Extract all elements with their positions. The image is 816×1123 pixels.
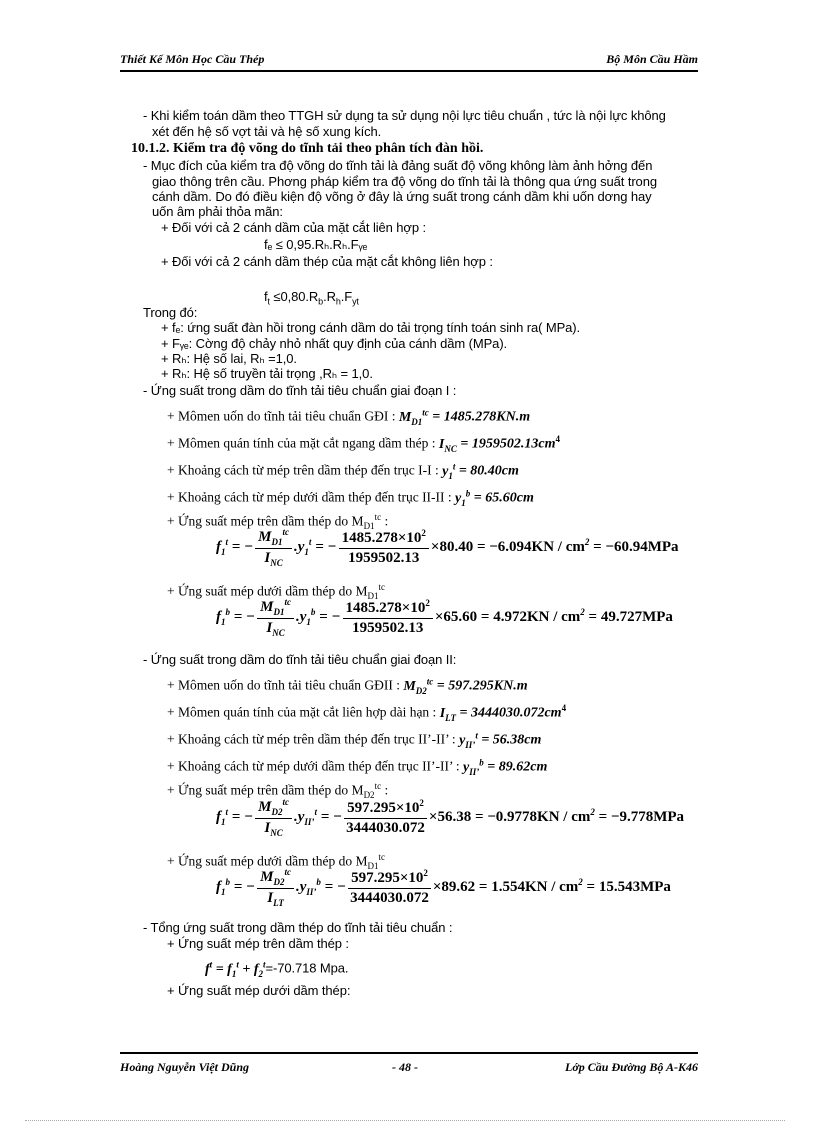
stage-2-bottom-stress-label: + Ứng suất mép dưới dầm thép do $M_{D1}^{tc}$ xyxy=(167,852,386,872)
formula-stage-2-bottom: $f_1^b$ = − $\frac{M_{D2}^{tc}}{I_{LT}}$ $.y_{II’}^b$ = − $\frac{597.295\times 10^2}{3444030.072}$ $\times 89.62 = 1.554KN / cm^2 = 15.543MPa$ xyxy=(216,867,671,908)
paragraph-2-line-1: - Mục đích của kiểm tra độ võng do tĩnh tải là đảng suất độ võng không làm ảnh hởng đến xyxy=(143,158,653,173)
header-department: Bộ Môn Cầu Hầm xyxy=(606,52,698,66)
stage-2-top-distance: + Khoảng cách từ mép trên dầm thép đến trục II’-II’ : $y_{II’}^t = 56.38cm$ xyxy=(167,730,542,750)
stage-2-moment: + Mômen uốn do tĩnh tải tiêu chuẩn GĐII : $M_{D2}^{tc} = 597.295KN.m$ xyxy=(167,676,528,696)
total-top-stress-formula: $f^t = f_1^t + f_2^t=-70.718$ Mpa. xyxy=(205,959,349,979)
where-label: Trong đó: xyxy=(143,305,198,320)
where-item-3: + Rₕ: Hệ số lai, Rₕ =1,0. xyxy=(161,351,297,366)
formula-stage-1-bottom: $f_1^b$ = − $\frac{M_{D1}^{tc}}{I_{NC}}$ $.y_1^b$ = − $\frac{1485.278\times 10^2}{1959502.13}$ $\times 65.60 = 4.972KN / cm^2 = 49.727MPa$ xyxy=(216,597,673,638)
header-course-title: Thiết Kế Môn Học Cầu Thép xyxy=(120,52,265,66)
footer-class: Lớp Cầu Đường Bộ A-K46 xyxy=(565,1060,698,1074)
page-edge-dots xyxy=(25,1120,785,1121)
paragraph-1-line-1: - Khi kiểm toán dầm theo TTGH sử dụng ta sử dụng nội lực tiêu chuẩn , tức là nội lực không xyxy=(143,108,666,123)
section-heading: 10.1.2. Kiểm tra độ võng do tĩnh tải theo phân tích đàn hồi. xyxy=(131,141,484,156)
footer-author: Hoàng Nguyễn Việt Dũng xyxy=(120,1060,250,1074)
paragraph-2-line-4: uốn âm phải thỏa mãn: xyxy=(152,204,283,219)
where-item-4: + Rₕ: Hệ số truyền tải trọng ,Rₕ = 1,0. xyxy=(161,366,373,381)
stage-2-inertia: + Mômen quán tính của mặt cắt liên hợp dài hạn : $I_{LT} = 3444030.072cm^4$ xyxy=(167,703,567,723)
stage-2-bottom-distance: + Khoảng cách từ mép dưới dầm thép đến trục II’-II’ : $y_{II’}^b = 89.62cm$ xyxy=(167,757,548,777)
condition-composite: + Đối với cả 2 cánh dầm của mặt cắt liên hợp : xyxy=(161,220,426,235)
stage-1-top-stress-label: + Ứng suất mép trên dầm thép do $M_{D1}^{tc}$ : xyxy=(167,512,389,532)
stage-1-moment: + Mômen uốn do tĩnh tải tiêu chuẩn GĐI : $M_{D1}^{tc} = 1485.278KN.m$ xyxy=(167,407,531,427)
condition-noncomposite-formula: $f_t \le 0,80.R_b.R_h.F_{yt}$ xyxy=(264,289,359,307)
paragraph-2-line-3: cánh dầm. Do đó điều kiện độ võng ở đây là ứng suất trong cánh dầm khi uốn dơng hay xyxy=(152,189,652,204)
where-item-1: + fₑ: ứng suất đàn hồi trong cánh dầm do tải trọng tính toán sinh ra( MPa). xyxy=(161,320,581,335)
condition-noncomposite: + Đối với cả 2 cánh dầm thép của mặt cắt không liên hợp : xyxy=(161,254,493,269)
paragraph-1-line-2: xét đến hệ số vợt tải và hệ số xung kích. xyxy=(152,124,382,139)
where-item-2: + Fᵧₑ: Cờng độ chảy nhỏ nhất quy định của cánh dầm (MPa). xyxy=(161,336,508,351)
stage-2-top-stress-label: + Ứng suất mép trên dầm thép do $M_{D2}^{tc}$ : xyxy=(167,781,389,801)
stage-2-heading: - Ứng suất trong dầm do tĩnh tải tiêu chuẩn giai đoạn II: xyxy=(143,652,457,667)
page-header xyxy=(120,50,698,72)
total-stress-heading: - Tổng ứng suất trong dầm thép do tĩnh tải tiêu chuẩn : xyxy=(143,920,453,935)
stage-1-bottom-distance: + Khoảng cách từ mép dưới dầm thép đến trục II-II : $y_1^b = 65.60cm$ xyxy=(167,488,534,508)
stage-1-top-distance: + Khoảng cách từ mép trên dầm thép đến trục I-I : $y_1^t = 80.40cm$ xyxy=(167,461,519,481)
total-bottom-stress-label: + Ứng suất mép dưới dầm thép: xyxy=(167,983,351,998)
footer-page-number: - 48 - xyxy=(392,1060,418,1074)
paragraph-2-line-2: giao thông trên cầu. Phơng pháp kiểm tra độ võng do tĩnh tải là thông qua ứng suất trong xyxy=(152,174,657,189)
stage-1-bottom-stress-label: + Ứng suất mép dưới dầm thép do $M_{D1}^{tc}$ xyxy=(167,582,386,602)
formula-stage-1-top: $f_1^t$ = − $\frac{M_{D1}^{tc}}{I_{NC}}$ $.y_1^t$ = − $\frac{1485.278\times 10^2}{1959502.13}$ $\times 80.40 = -6.094KN / cm^2 = -60.94MPa$ xyxy=(216,527,679,568)
stage-1-inertia: + Mômen quán tính của mặt cắt ngang dầm thép : $I_{NC} = 1959502.13cm^4$ xyxy=(167,434,560,454)
condition-composite-formula: fₑ ≤ 0,95.Rₕ.Rₕ.Fᵧₑ xyxy=(264,237,368,252)
total-top-stress-label: + Ứng suất mép trên dầm thép : xyxy=(167,936,349,951)
page-footer xyxy=(120,1052,698,1078)
stage-1-heading: - Ứng suất trong dầm do tĩnh tải tiêu chuẩn giai đoạn I : xyxy=(143,383,457,398)
formula-stage-2-top: $f_1^t$ = − $\frac{M_{D2}^{tc}}{I_{NC}}$ $.y_{II’}^t$ = − $\frac{597.295\times 10^2}{3444030.072}$ $\times 56.38 = -0.9778KN / cm^2 = -9.778MPa$ xyxy=(216,797,685,838)
